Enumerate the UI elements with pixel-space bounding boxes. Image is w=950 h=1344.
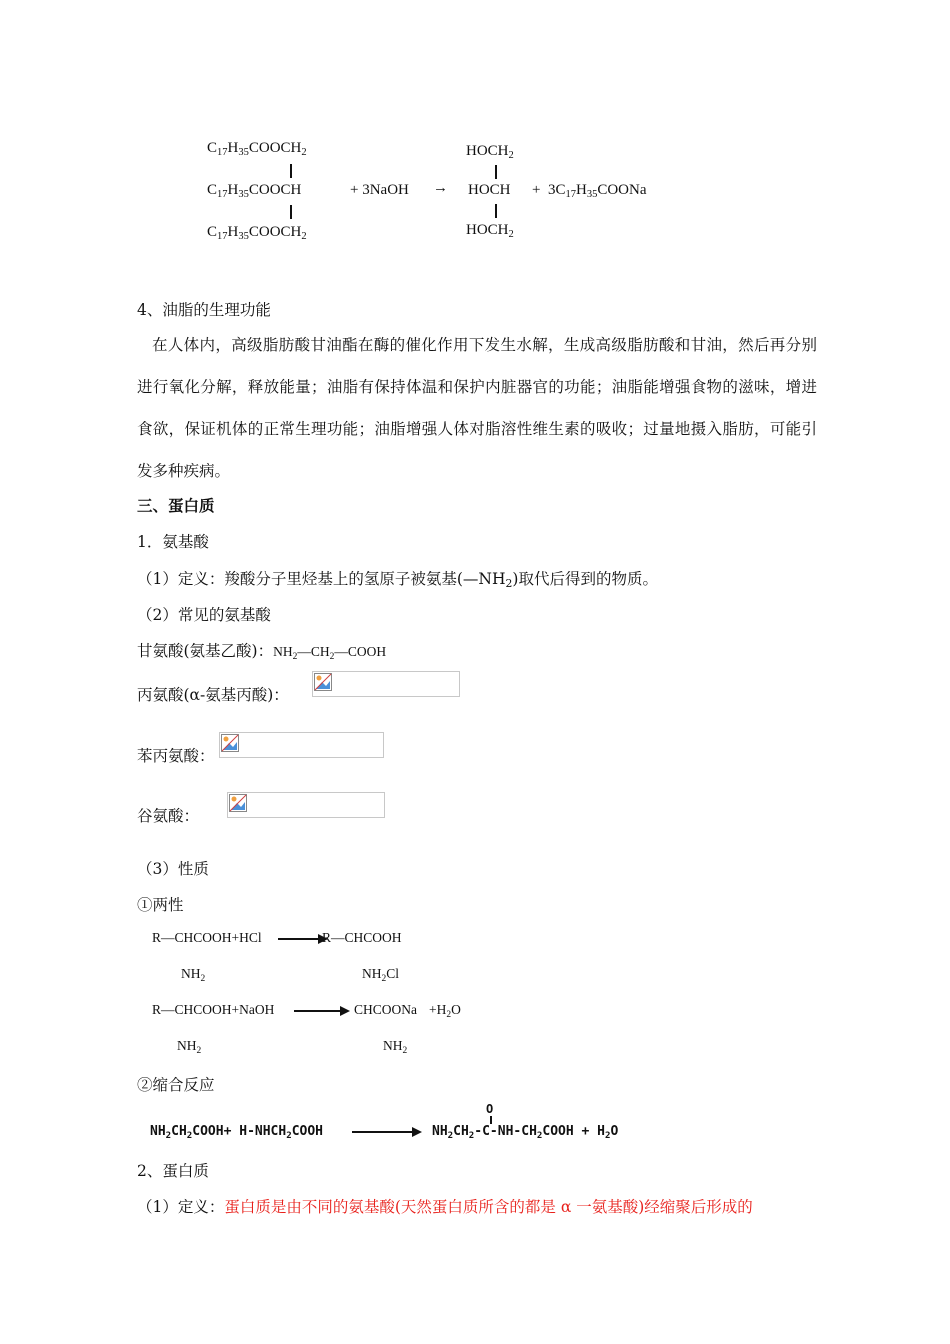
protein-def-label: （1）定义： bbox=[137, 1198, 225, 1216]
reaction1-arrow-line bbox=[278, 938, 322, 940]
reactant-line-3: $C_{17}H_{35}COOCH_2$ bbox=[207, 224, 307, 242]
naoh-reactant: + 3NaOH bbox=[350, 182, 409, 198]
reaction1-left: R—CHCOOH+HCl bbox=[152, 930, 262, 945]
amino-acid-definition: （1）定义：羧酸分子里烃基上的氢原子被氨基$(—NH_2)$取代后得到的物质。 bbox=[137, 570, 658, 590]
soap-product: + $3C_{17}H_{35}COONa$ bbox=[532, 182, 647, 200]
phenylalanine-structure-image bbox=[219, 732, 384, 758]
glycerol-line-1: $HOCH_2$ bbox=[466, 143, 514, 161]
protein-def-text: 蛋白质是由不同的氨基酸(天然蛋白质所含的都是 α 一氨基酸)经缩聚后形成的 bbox=[224, 1198, 753, 1216]
glutamic-acid-label: 谷氨酸： bbox=[137, 807, 200, 825]
bond-line bbox=[290, 164, 292, 178]
reaction-arrow: → bbox=[433, 180, 448, 196]
condensation-right: $NH_2CH_2-C-NH-CH_2COOH + H_2O$ bbox=[432, 1124, 619, 1141]
reaction2-sub-right: $NH_2$ bbox=[383, 1038, 408, 1056]
protein-heading: 2、蛋白质 bbox=[137, 1162, 209, 1180]
broken-image-icon bbox=[229, 794, 247, 812]
reaction2-right: CHCOONa bbox=[354, 1002, 417, 1017]
condensation-heading: ②缩合反应 bbox=[137, 1076, 215, 1094]
reaction2-left: R—CHCOOH+NaOH bbox=[152, 1002, 275, 1017]
bond-line bbox=[290, 205, 292, 219]
glycerol-line-3: $HOCH_2$ bbox=[466, 222, 514, 240]
amphoteric-heading: ①两性 bbox=[137, 896, 184, 914]
alanine-label: 丙氨酸(α-氨基丙酸)： bbox=[137, 686, 289, 704]
protein-definition bbox=[137, 1195, 753, 1217]
properties-heading: （3）性质 bbox=[137, 860, 209, 878]
glycerol-line-2: HOCH bbox=[468, 182, 511, 198]
protein-section-heading: 三、蛋白质 bbox=[137, 496, 215, 515]
double-bond-line bbox=[490, 1116, 492, 1124]
glutamic-acid-structure-image bbox=[227, 792, 385, 818]
common-amino-acids-heading: （2）常见的氨基酸 bbox=[137, 606, 271, 624]
bond-line bbox=[495, 165, 497, 179]
reaction1-right: R—CHCOOH bbox=[322, 930, 402, 945]
phenylalanine-label: 苯丙氨酸： bbox=[137, 747, 215, 765]
reaction2-sub-left: $NH_2$ bbox=[177, 1038, 202, 1056]
reaction2-water: $+H_2O$ bbox=[429, 1002, 461, 1020]
condensation-arrow-line bbox=[352, 1131, 418, 1133]
reactant-line-1: $C_{17}H_{35}COOCH_2$ bbox=[207, 140, 307, 158]
carbonyl-oxygen: O bbox=[486, 1102, 494, 1116]
condensation-arrow-head bbox=[412, 1127, 422, 1137]
section-4-paragraph: 在人体内，高级脂肪酸甘油酯在酶的催化作用下发生水解，生成高级脂肪酸和甘油，然后再分别进行氧化分解，释放能量；油脂有保持体温和保护内脏器官的功能；油脂能增强食物的滋味，增进食欲，保证机体的正常生理功能；油脂增强人体对脂溶性维生素的吸收；过量地摄入脂肪，可能引发多种疾病。 bbox=[137, 336, 817, 480]
reactant-line-2: $C_{17}H_{35}COOCH$ bbox=[207, 182, 302, 200]
reaction1-sub-left: $NH_2$ bbox=[181, 966, 206, 984]
broken-image-icon bbox=[314, 673, 332, 691]
condensation-left: $NH_2CH_2COOH+$ $H-NHCH_2COOH$ bbox=[150, 1124, 323, 1141]
section-4-heading: 4、油脂的生理功能 bbox=[137, 301, 271, 319]
amino-acid-heading: 1．氨基酸 bbox=[137, 533, 209, 551]
bond-line bbox=[495, 204, 497, 218]
alanine-structure-image bbox=[312, 671, 460, 697]
broken-image-icon bbox=[221, 734, 239, 752]
reaction2-arrow-line bbox=[294, 1010, 346, 1012]
reaction2-arrow-head bbox=[340, 1006, 350, 1016]
glycine-line: 甘氨酸(氨基乙酸)：$NH_2—CH_2—COOH$ bbox=[137, 642, 387, 662]
reaction1-sub-right: $NH_2Cl$ bbox=[362, 966, 399, 984]
